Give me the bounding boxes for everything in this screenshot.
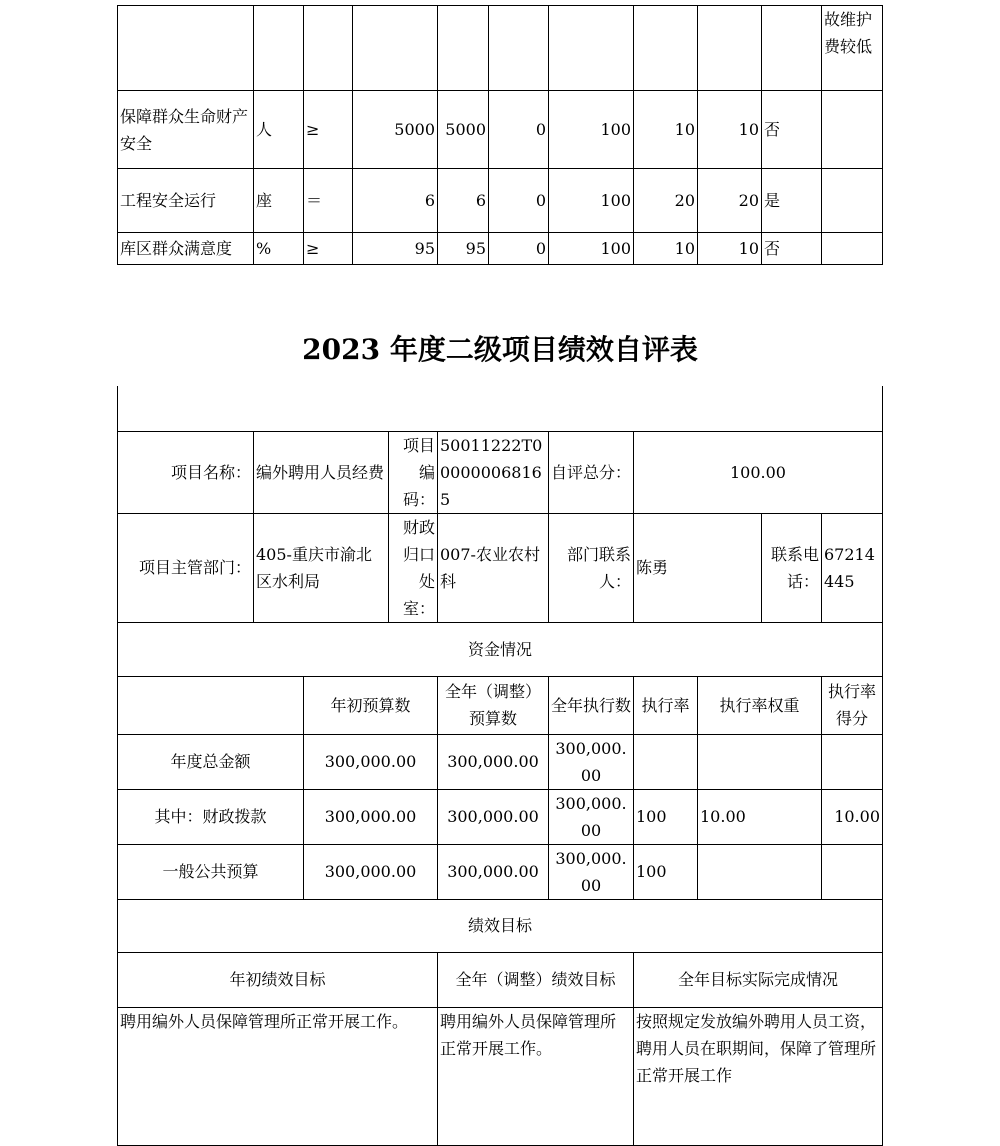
funds-header-adjusted: 全年（调整）预算数 [438, 676, 549, 734]
indicator-target: 6 [353, 169, 438, 233]
funds-row-initial: 300,000.00 [304, 844, 438, 899]
indicator-deviation: 0 [489, 91, 549, 169]
project-name-label: 项目名称： [118, 431, 254, 513]
note-cell: 故维护费较低 [822, 6, 883, 91]
indicator-unit: % [254, 233, 304, 265]
funds-header-weight: 执行率权重 [698, 676, 822, 734]
indicator-weight: 10 [634, 233, 698, 265]
indicator-unit: 座 [254, 169, 304, 233]
indicator-rate: 100 [549, 169, 634, 233]
indicator-target: 5000 [353, 91, 438, 169]
goals-initial-text: 聘用编外人员保障管理所正常开展工作。 [118, 1007, 438, 1145]
funds-section-title: 资金情况 [118, 622, 883, 676]
page-title: 2023 年度二级项目绩效自评表 [302, 333, 698, 366]
funds-row-initial: 300,000.00 [304, 789, 438, 844]
funds-header-executed: 全年执行数 [549, 676, 634, 734]
funds-row-rate: 100 [634, 844, 698, 899]
evaluation-table [117, 386, 883, 1146]
indicator-table [117, 5, 883, 265]
indicator-op: ＝ [304, 169, 353, 233]
indicator-name: 保障群众生命财产安全 [118, 91, 254, 169]
funds-row-executed: 300,000.00 [549, 789, 634, 844]
indicator-op: ≥ [304, 233, 353, 265]
funds-row-adjusted: 300,000.00 [438, 844, 549, 899]
indicator-weight: 20 [634, 169, 698, 233]
funds-row-adjusted: 300,000.00 [438, 789, 549, 844]
indicator-actual: 6 [438, 169, 489, 233]
funds-header-initial: 年初预算数 [304, 676, 438, 734]
indicator-target: 95 [353, 233, 438, 265]
score-value: 100.00 [634, 431, 883, 513]
goals-section-title: 绩效目标 [118, 899, 883, 952]
funds-row-label: 年度总金额 [118, 734, 304, 789]
goals-header-adjusted: 全年（调整）绩效目标 [438, 952, 634, 1007]
funds-row-weight [698, 844, 822, 899]
indicator-weight: 10 [634, 91, 698, 169]
contact-label: 部门联系人： [549, 513, 634, 622]
indicator-name: 工程安全运行 [118, 169, 254, 233]
score-label: 自评总分： [549, 431, 634, 513]
funds-row-executed: 300,000.00 [549, 844, 634, 899]
funds-header-score: 执行率得分 [822, 676, 883, 734]
funds-row-weight: 10.00 [698, 789, 822, 844]
indicator-score: 20 [698, 169, 762, 233]
goals-header-initial: 年初绩效目标 [118, 952, 438, 1007]
goals-header-actual: 全年目标实际完成情况 [634, 952, 883, 1007]
funds-header-rate: 执行率 [634, 676, 698, 734]
goals-adjusted-text: 聘用编外人员保障管理所正常开展工作。 [438, 1007, 634, 1145]
indicator-deviation: 0 [489, 233, 549, 265]
project-code-label: 项目编码： [389, 431, 438, 513]
indicator-actual: 5000 [438, 91, 489, 169]
funds-row-score [822, 844, 883, 899]
indicator-actual: 95 [438, 233, 489, 265]
funds-row-rate [634, 734, 698, 789]
contact-value: 陈勇 [634, 513, 762, 622]
indicator-rate: 100 [549, 233, 634, 265]
indicator-flag: 是 [762, 169, 822, 233]
funds-row-executed: 300,000.00 [549, 734, 634, 789]
indicator-flag: 否 [762, 91, 822, 169]
indicator-deviation: 0 [489, 169, 549, 233]
funds-row-label: 其中：财政拨款 [118, 789, 304, 844]
funds-row-label: 一般公共预算 [118, 844, 304, 899]
phone-value: 67214445 [822, 513, 883, 622]
indicator-op: ≥ [304, 91, 353, 169]
project-name-value: 编外聘用人员经费 [254, 431, 389, 513]
indicator-rate: 100 [549, 91, 634, 169]
dept-label: 项目主管部门： [118, 513, 254, 622]
indicator-name: 库区群众满意度 [118, 233, 254, 265]
phone-label: 联系电话： [762, 513, 822, 622]
indicator-score: 10 [698, 233, 762, 265]
indicator-score: 10 [698, 91, 762, 169]
funds-row-score: 10.00 [822, 789, 883, 844]
indicator-flag: 否 [762, 233, 822, 265]
project-code-value: 50011222T000000068165 [438, 431, 549, 513]
goals-actual-text: 按照规定发放编外聘用人员工资，聘用人员在职期间，保障了管理所正常开展工作 [634, 1007, 883, 1145]
funds-row-initial: 300,000.00 [304, 734, 438, 789]
funds-row-rate: 100 [634, 789, 698, 844]
funds-row-weight [698, 734, 822, 789]
finance-value: 007-农业农村科 [438, 513, 549, 622]
dept-value: 405-重庆市渝北区水利局 [254, 513, 389, 622]
finance-label: 财政归口处室： [389, 513, 438, 622]
funds-row-adjusted: 300,000.00 [438, 734, 549, 789]
indicator-unit: 人 [254, 91, 304, 169]
funds-row-score [822, 734, 883, 789]
